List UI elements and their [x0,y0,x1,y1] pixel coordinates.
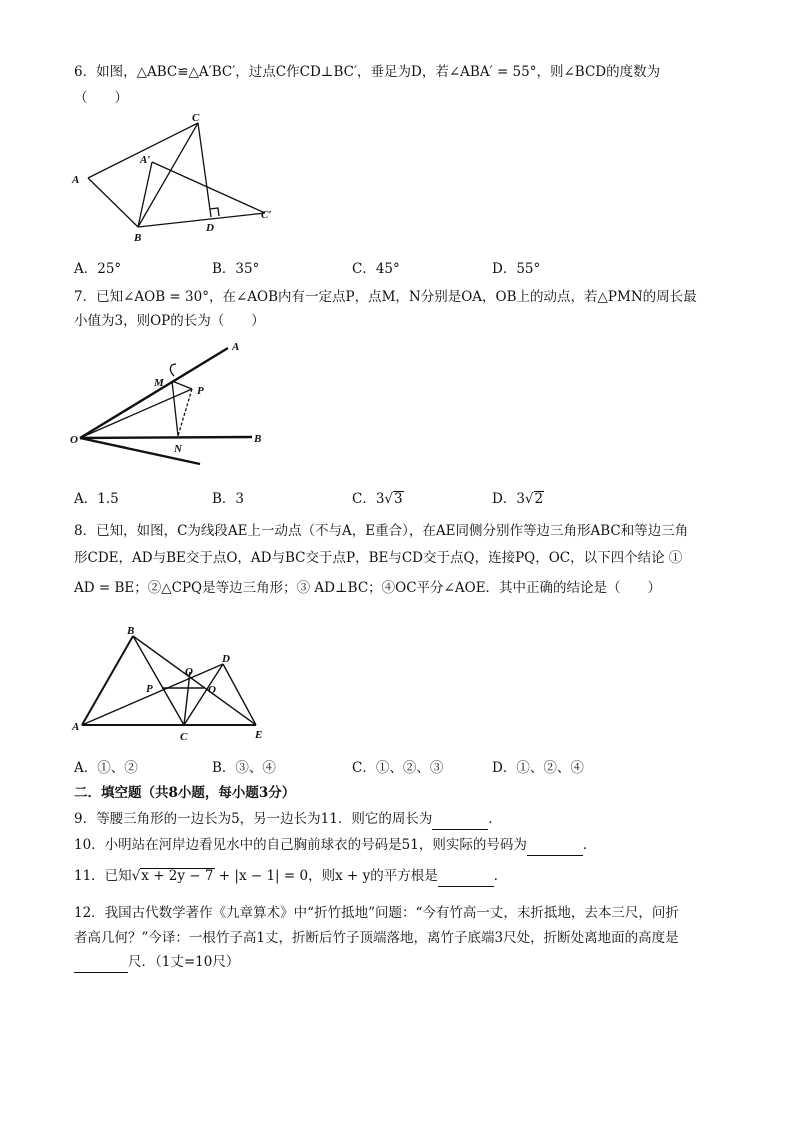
q7-text-line2: 小值为3，则OP的长为（ ） [74,313,265,329]
q11-end: ． [493,868,508,884]
q11-answer-blank[interactable] [438,866,494,887]
q7-segment-MP [172,381,192,389]
q6-segment-CD [198,123,211,217]
q11-radicand: x + 2y − 7 [141,868,214,884]
q11-mid: + |x − 1| = 0，则x + y的平方根是 [214,868,438,884]
q6-option-c[interactable]: C．45° [352,261,400,277]
q7-sqrt-sign: √ [384,491,394,507]
q8-segment-BE [133,636,256,725]
q9-answer-blank[interactable] [432,809,488,830]
q7-option-d[interactable] [492,489,544,509]
q7-label-P: P [197,385,204,397]
q8-figure [70,622,270,742]
q8-segment-BC [133,636,184,725]
q6-segment-BCp [138,213,265,227]
q10-answer-blank[interactable] [527,835,583,856]
q6-option-d[interactable]: D．55° [492,261,541,277]
q9-line [74,809,502,830]
q7-label-A: A [232,341,240,353]
q8-label-B: B [127,625,135,637]
q9-end: ． [488,811,502,827]
q7-option-d-radicand: 2 [534,491,544,507]
q8-option-b[interactable]: B．③、④ [212,760,276,776]
q8-label-E: E [255,729,263,741]
q12-text-line1: 12．我国古代数学著作《九章算术》中“折竹抵地”问题：“今有竹高一丈，末折抵地，去本三尺，问折 [74,905,679,921]
q7-sqrt-sign: √ [524,491,534,507]
q8-text-line1: 8．已知，如图，C为线段AE上一动点（不与A，E重合），在AE同侧分别作等边三角形ABC和等边三角 [74,523,689,539]
q7-ray-OB [80,437,252,438]
q12-text-line3: 尺．（1丈=10尺） [128,954,240,970]
q8-option-c[interactable]: C．①、②、③ [352,760,444,776]
q12-line3 [74,952,239,973]
q11-sqrt-sign: √ [131,868,141,884]
q7-text-line1: 7．已知∠AOB = 30°，在∠AOB内有一定点P，点M，N分别是OA，OB上的动点，若△PMN的周长最 [74,289,697,305]
q6-label-B: B [134,232,142,244]
q7-label-O: O [70,434,78,446]
q7-option-c[interactable] [352,489,404,509]
q8-text-line3: AD = BE；②△CPQ是等边三角形；③ AD⊥BC；④OC平分∠AOE．其中正确的结论是（ ） [74,580,662,596]
q8-label-O: O [185,666,193,678]
q7-segment-MN [172,381,178,436]
q6-label-Ap: A′ [140,154,151,166]
q8-label-P: P [146,683,153,695]
section-heading-fill-in: 二．填空题（共8小题，每小题3分） [74,785,296,801]
q6-label-A: A [72,174,80,186]
q6-label-D: D [206,222,214,234]
q7-ray-OA [80,348,228,438]
q6-text-line2: （ ） [74,90,128,106]
q7-label-B: B [254,433,262,445]
q7-figure [70,336,280,466]
q6-label-C: C [192,112,200,124]
q10-line [74,835,596,856]
q7-reflection-ray [80,438,200,464]
q6-segment-ApCp [152,162,265,213]
q8-label-A: A [72,721,80,733]
q7-label-N: N [174,443,182,455]
q10-text: 10．小明站在河岸边看见水中的自己胸前球衣的号码是51，则实际的号码为 [74,837,527,853]
q6-text-line1: 6．如图，△ABC≌△A′BC′，过点C作CD⊥BC′，垂足为D，若∠ABA′ = 55°，则∠BCD的度数为 [74,64,661,80]
q10-end: ． [582,837,597,853]
q7-option-d-prefix: D．3 [492,491,525,507]
q6-label-Cp: C′ [261,209,272,221]
q12-answer-blank[interactable] [74,952,128,973]
q6-option-a[interactable]: A．25° [74,261,122,277]
q7-label-M: M [154,377,164,389]
q8-option-d[interactable]: D．①、②、④ [492,760,584,776]
q7-option-a[interactable]: A．1.5 [74,491,119,507]
q11-prefix: 11．已知 [74,868,132,884]
q7-option-c-prefix: C．3 [352,491,385,507]
q6-segment-BAp [138,162,152,227]
q9-text: 9．等腰三角形的一边长为5，另一边长为11．则它的周长为 [74,811,433,827]
q12-text-line2: 者高几何？”今译：一根竹子高1丈，折断后竹子顶端落地，离竹子底端3尺处，折断处离地面的高度是 [74,930,679,946]
q6-figure [70,110,290,250]
q8-label-Q: Q [208,684,216,696]
q6-segment-AB [88,178,138,227]
q8-segment-AB [82,636,133,725]
q8-text-line2: 形CDE，AD与BE交于点O，AD与BC交于点P，BE与CD交于点Q，连接PQ，OC，以下四个结论 ① [74,550,683,566]
q11-line [74,866,507,887]
q7-arc-mark [170,364,176,376]
q8-label-D: D [222,653,230,665]
q7-option-c-radicand: 3 [394,491,403,507]
q7-segment-PN [178,389,192,436]
q8-segment-DE [223,664,256,725]
q7-option-b[interactable]: B．3 [212,491,245,507]
q8-label-C: C [180,731,188,742]
q8-option-a[interactable]: A．①、② [74,760,138,776]
q6-option-b[interactable]: B．35° [212,261,260,277]
